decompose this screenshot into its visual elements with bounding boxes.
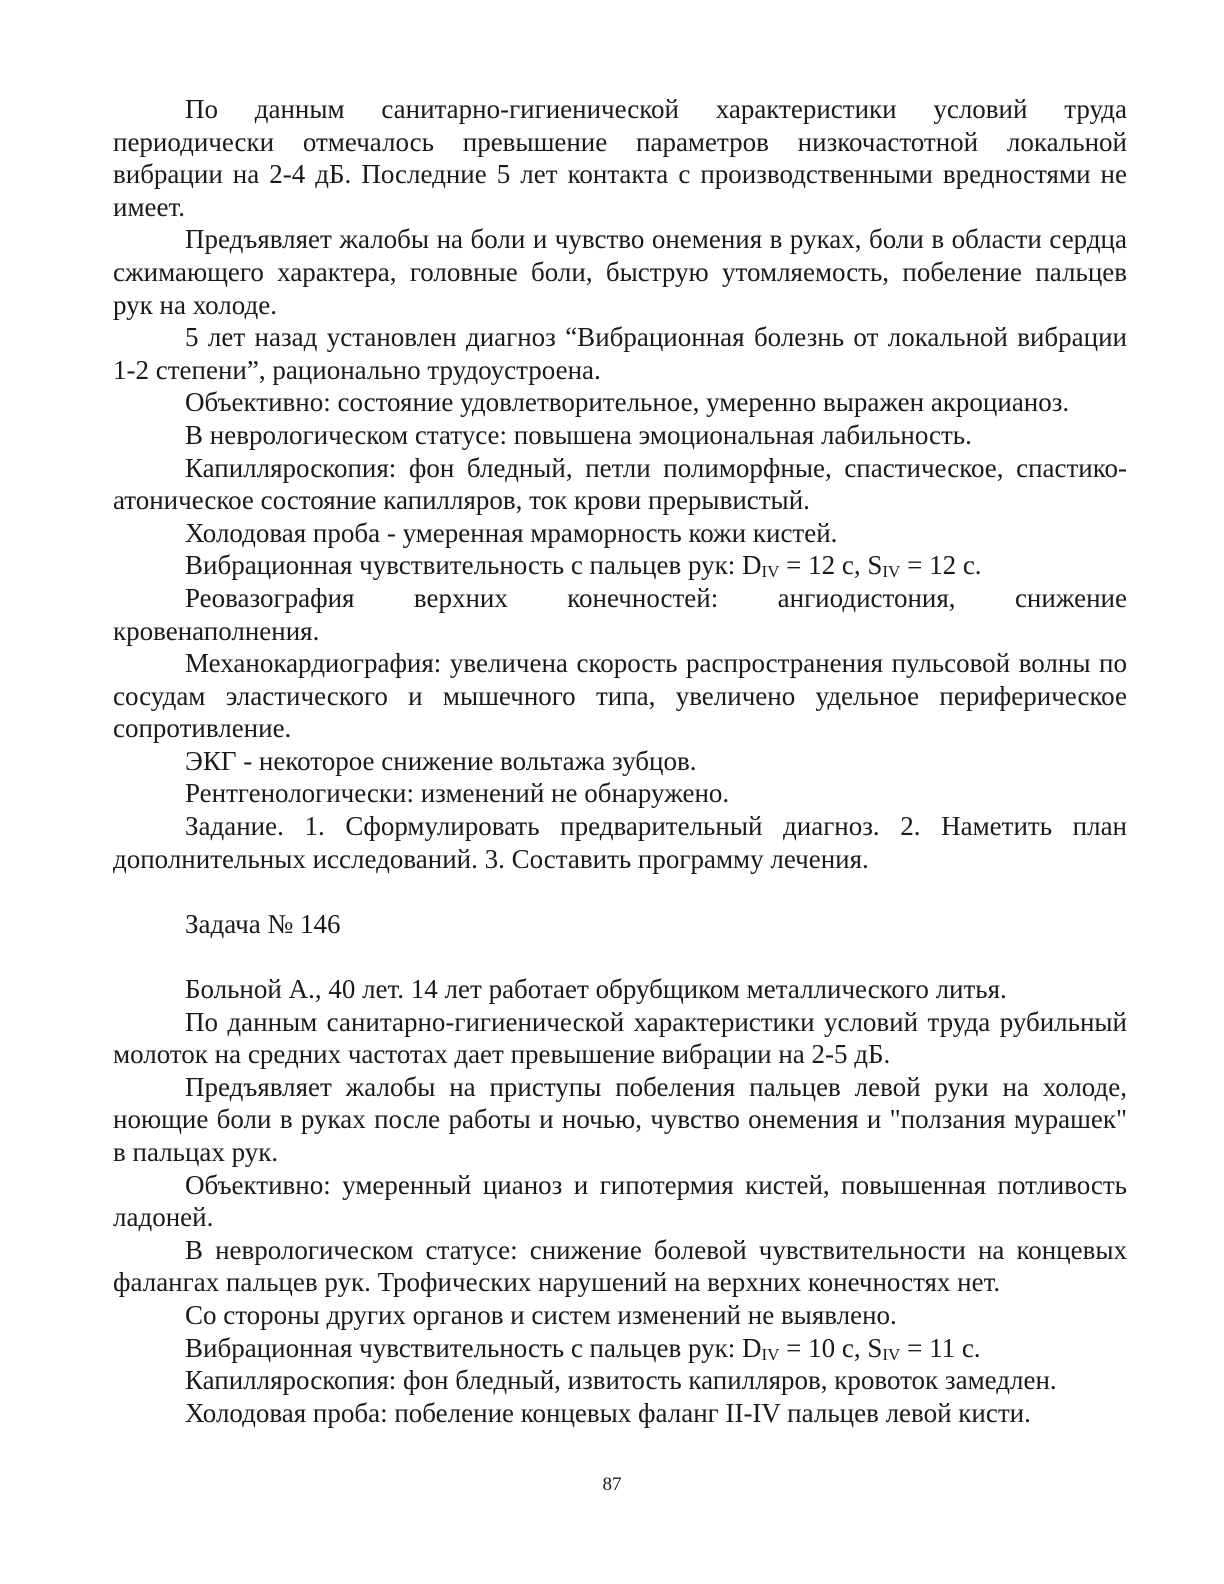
spacer	[113, 940, 1127, 973]
paragraph-objective-2: Объективно: умеренный цианоз и гипотермия кистей, повышенная потливость ладоней.	[113, 1169, 1127, 1233]
paragraph-cold-test-2: Холодовая проба: побеление концевых фаланг II-IV пальцев левой кисти.	[185, 1397, 1031, 1428]
paragraph-patient-intro: Больной А., 40 лет. 14 лет работает обрубщиком металлического литья.	[185, 974, 1007, 1005]
paragraph-neurological-status-2: В неврологическом статусе: снижение болевой чувствительности на концевых фалангах пальцев рук. Трофических нарушений на верхних конечностях нет.	[113, 1234, 1127, 1298]
paragraph-other-organs: Со стороны других органов и систем изменений не выявлено.	[185, 1299, 897, 1330]
paragraph-sanitary-conditions-2: По данным санитарно-гигиенической характеристики условий труда рубильный молоток на средних частотах дает превышение вибрации на 2-5 дБ.	[113, 1006, 1127, 1070]
paragraph-vibration-sensitivity: Вибрационная чувствительность с пальцев рук: $D_{IV} = 12$ с, $S_{IV} = 12$ с.	[185, 550, 982, 582]
paragraph-xray: Рентгенологически: изменений не обнаружено.	[185, 778, 730, 809]
paragraph-complaints-2: Предъявляет жалобы на приступы побеления пальцев левой руки на холоде, ноющие боли в руках после работы и ночью, чувство онемения и "ползания мурашек" в пальцах рук.	[113, 1071, 1127, 1167]
paragraph-cold-test: Холодовая проба - умеренная мраморность кожи кистей.	[185, 517, 838, 548]
paragraph-complaints: Предъявляет жалобы на боли и чувство онемения в руках, боли в области сердца сжимающего характера, головные боли, быструю утомляемость, побеление пальцев рук на холоде.	[113, 224, 1127, 320]
paragraph-sanitary-conditions: По данным санитарно-гигиенической характеристики условий труда периодически отмечалось превышение параметров низкочастотной локальной вибрации на 2-4 дБ. Последние 5 лет контакта с производственными вредностями не имеет.	[113, 94, 1127, 222]
paragraph-objective: Объективно: состояние удовлетворительное, умеренно выражен акроцианоз.	[185, 387, 1070, 418]
paragraph-mechanocardiography: Механокардиография: увеличена скорость распространения пульсовой волны по сосудам эластического и мышечного типа, увеличено удельное периферическое сопротивление.	[113, 648, 1127, 744]
page-body	[113, 93, 1127, 1429]
spacer	[113, 875, 1127, 908]
paragraph-neurological-status: В неврологическом статусе: повышена эмоциональная лабильность.	[185, 419, 972, 450]
paragraph-ecg: ЭКГ - некоторое снижение вольтажа зубцов.	[185, 745, 697, 776]
paragraph-capillaroscopy: Капилляроскопия: фон бледный, петли полиморфные, спастическое, спастико-атоническое состояние капилляров, ток крови прерывистый.	[113, 452, 1127, 516]
paragraph-vibration-sensitivity-2: Вибрационная чувствительность с пальцев рук: $D_{IV} = 10$ с, $S_{IV} = 11$ с.	[185, 1332, 981, 1364]
paragraph-capillaroscopy-2: Капилляроскопия: фон бледный, извитость капилляров, кровоток замедлен.	[185, 1365, 1057, 1396]
paragraph-diagnosis-history: 5 лет назад установлен диагноз “Вибрационная болезнь от локальной вибрации 1-2 степени”, рационально трудоустроена.	[113, 322, 1127, 385]
page-number: 87	[602, 1474, 622, 1495]
paragraph-rheovasography: Реовазография верхних конечностей: ангиодистония, снижение кровенаполнения.	[113, 582, 1127, 646]
task-heading: Задача № 146	[185, 908, 341, 939]
paragraph-assignment: Задание. 1. Сформулировать предварительный диагноз. 2. Наметить план дополнительных исследований. 3. Составить программу лечения.	[113, 811, 1127, 874]
